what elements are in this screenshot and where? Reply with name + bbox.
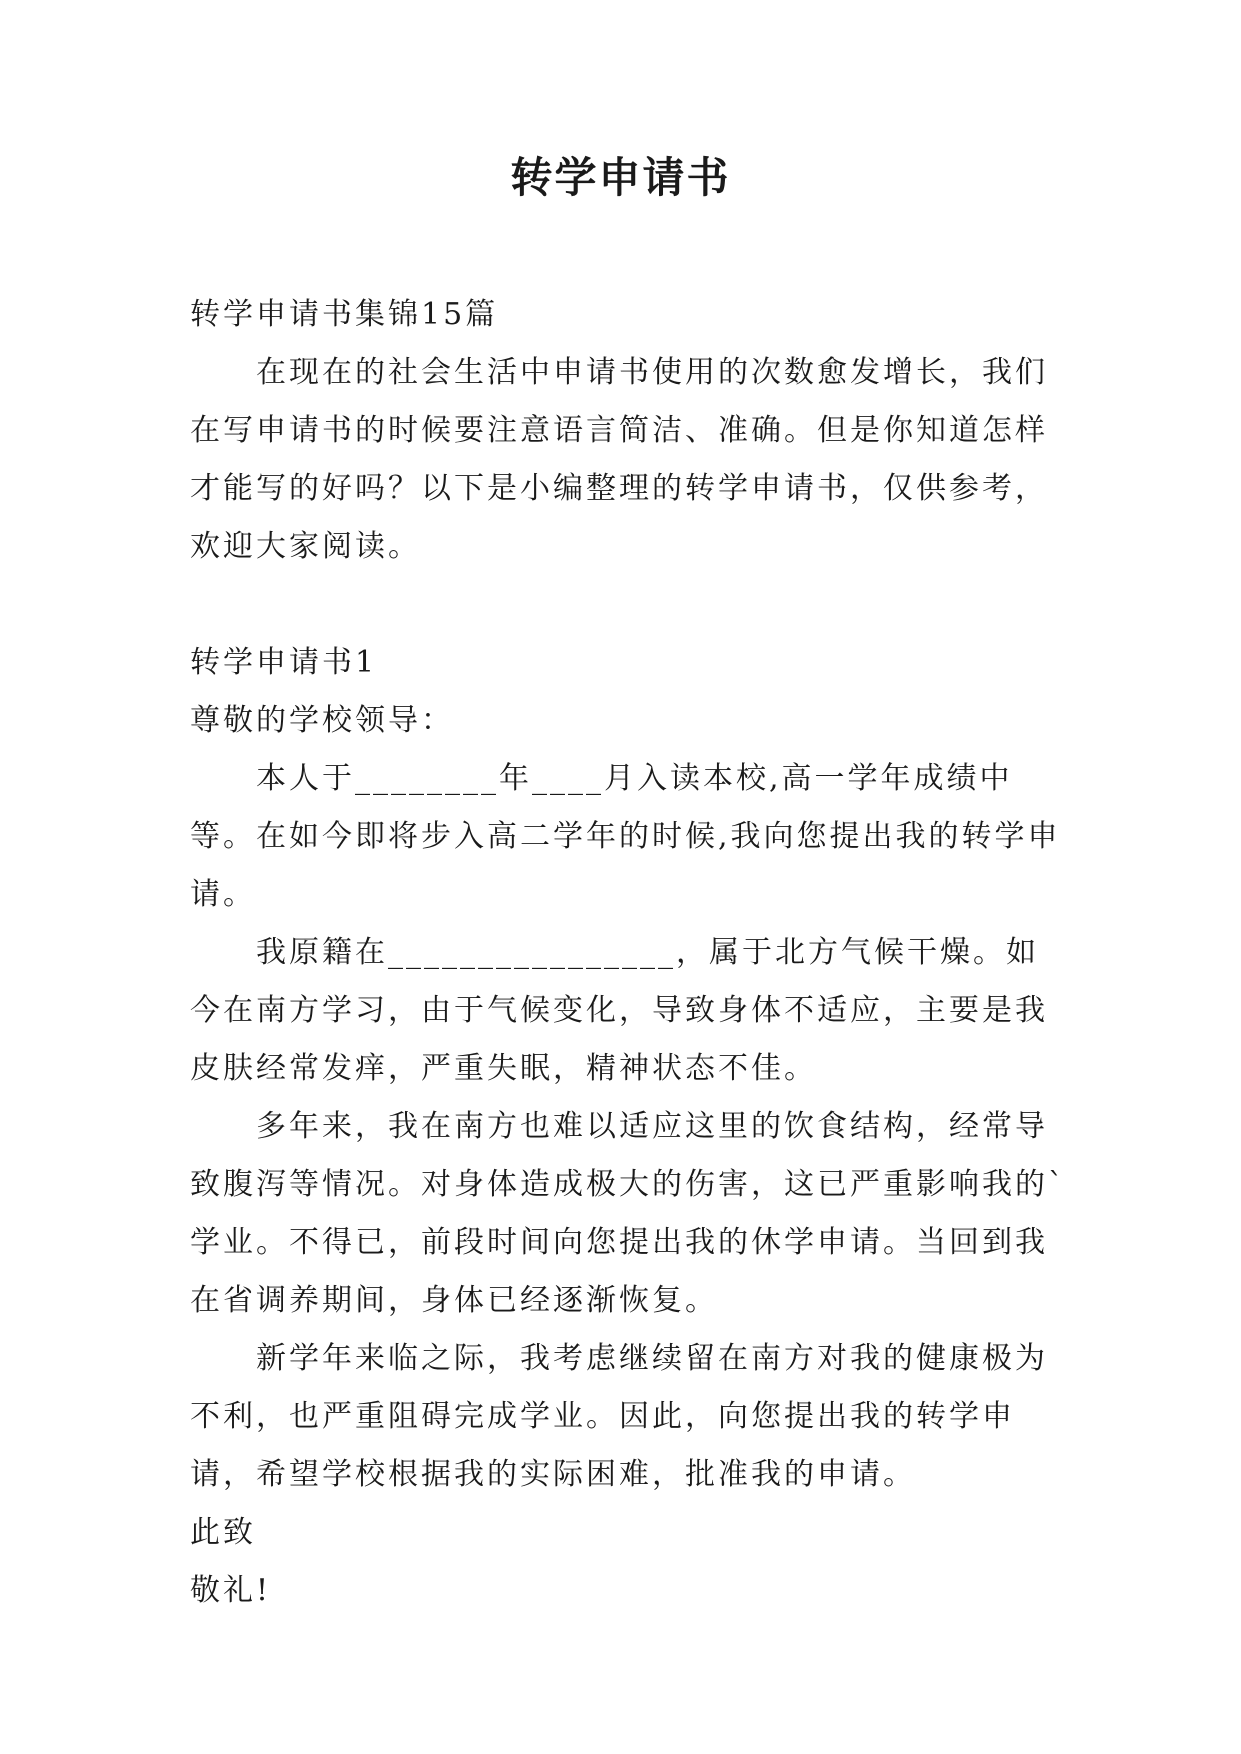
intro-paragraph: 在现在的社会生活中申请书使用的次数愈发增长，我们在写申请书的时候要注意语言简洁、准确。但是你知道怎样才能写的好吗？以下是小编整理的转学申请书，仅供参考，欢迎大家阅读。 xyxy=(190,355,1048,564)
section-heading: 转学申请书1 xyxy=(190,645,378,680)
blank-line xyxy=(190,576,1070,634)
document-title: 转学申请书 xyxy=(510,153,731,202)
salutation: 尊敬的学校领导： xyxy=(190,703,454,738)
letter-paragraph-4: 新学年来临之际，我考虑继续留在南方对我的健康极为不利，也严重阻碍完成学业。因此，向您提出我的转学申请，希望学校根据我的实际困难，批准我的申请。 xyxy=(190,1341,1048,1492)
closing-line-1: 此致 xyxy=(190,1515,256,1550)
document-body xyxy=(190,286,1070,1620)
letter-paragraph-2: 我原籍在________________，属于北方气候干燥。如今在南方学习，由于气候变化，导致身体不适应，主要是我皮肤经常发痒，严重失眠，精神状态不佳。 xyxy=(190,935,1048,1086)
closing-line-2: 敬礼! xyxy=(190,1573,272,1608)
collection-subtitle: 转学申请书集锦15篇 xyxy=(190,297,499,332)
letter-paragraph-3: 多年来，我在南方也难以适应这里的饮食结构，经常导致腹泻等情况。对身体造成极大的伤害，这已严重影响我的`学业。不得已，前段时间向您提出我的休学申请。当回到我在省调养期间，身体已经逐渐恢复。 xyxy=(190,1109,1066,1318)
letter-paragraph-1: 本人于________年____月入读本校,高一学年成绩中等。在如今即将步入高二学年的时候,我向您提出我的转学申请。 xyxy=(190,761,1061,912)
